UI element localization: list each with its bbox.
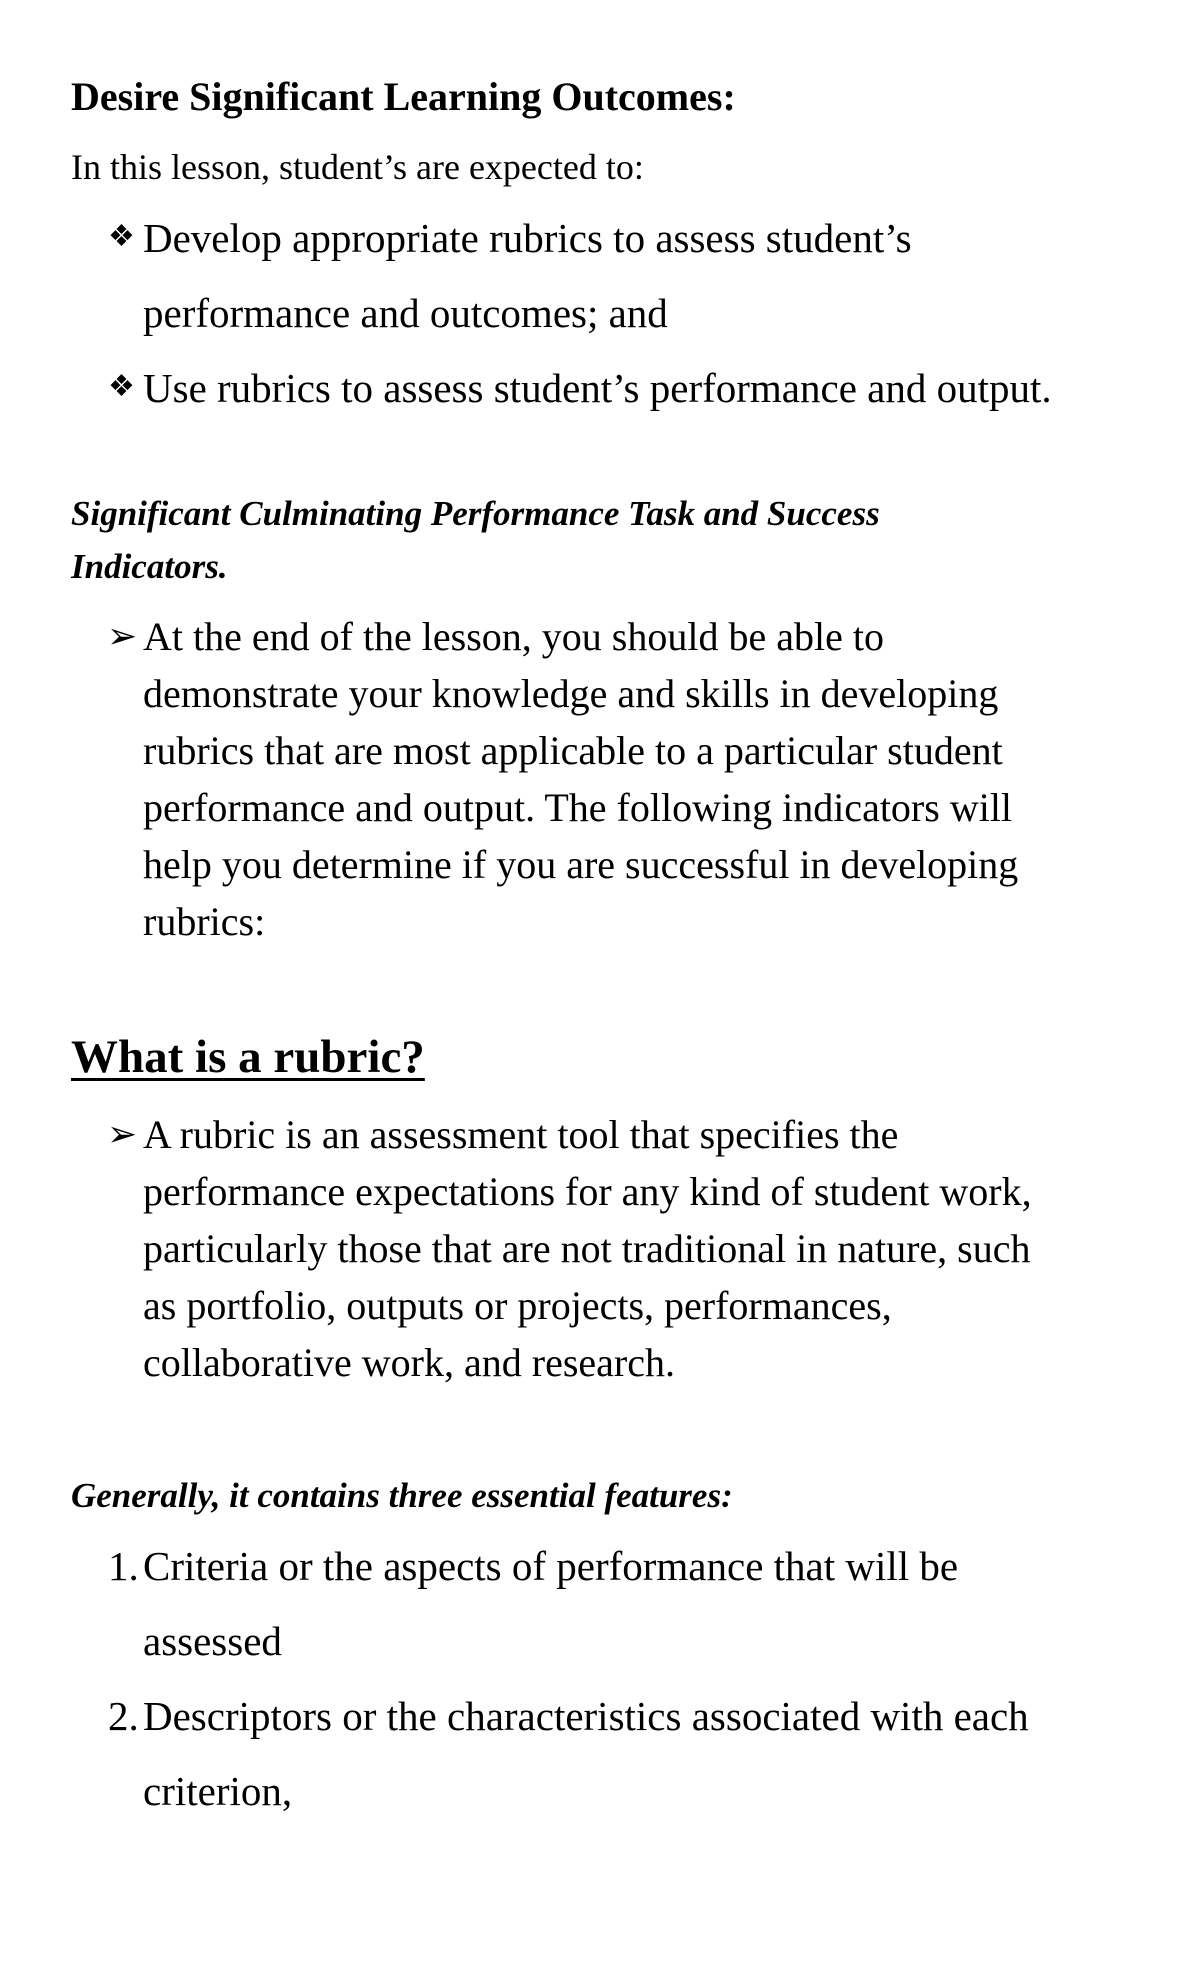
task-line-6: rubrics: — [143, 899, 266, 944]
rubric-def-line-5: collaborative work, and research. — [143, 1340, 675, 1385]
section-heading-outcomes: Desire Significant Learning Outcomes: — [71, 74, 736, 119]
feature-1-line-2: assessed — [143, 1618, 282, 1664]
outcome-1-line-2: performance and outcomes; and — [143, 290, 668, 336]
task-line-4: performance and output. The following indicators will — [143, 785, 1013, 830]
rubric-def-line-3: particularly those that are not traditional in nature, such — [143, 1226, 1031, 1271]
diamond-4-icon: ❖ — [108, 370, 135, 403]
outcome-2-line-1: Use rubrics to assess student’s performance and output. — [143, 365, 1052, 411]
task-line-1: At the end of the lesson, you should be able to — [143, 614, 884, 659]
task-heading-line-2: Indicators. — [71, 547, 228, 586]
feature-2-line-2: criterion, — [143, 1768, 293, 1814]
feature-1-line-1: Criteria or the aspects of performance that will be — [143, 1543, 959, 1589]
rubric-def-line-1: A rubric is an assessment tool that specifies the — [143, 1112, 899, 1157]
feature-2-line-1: Descriptors or the characteristics associated with each — [143, 1693, 1029, 1739]
feature-1-number: 1. — [108, 1543, 139, 1589]
diamond-4-icon: ❖ — [108, 220, 135, 253]
task-heading-line-1: Significant Culminating Performance Task and Success — [71, 494, 880, 533]
rubric-def-line-4: as portfolio, outputs or projects, performances, — [143, 1283, 892, 1328]
arrow-bullet-icon: ➢ — [107, 616, 138, 656]
task-line-2: demonstrate your knowledge and skills in developing — [143, 671, 999, 716]
task-line-5: help you determine if you are successful in developing — [143, 842, 1019, 887]
rubric-def-line-2: performance expectations for any kind of student work, — [143, 1169, 1032, 1214]
task-line-3: rubrics that are most applicable to a particular student — [143, 728, 1003, 773]
rubric-heading: What is a rubric? — [71, 1031, 425, 1083]
features-heading: Generally, it contains three essential features: — [71, 1476, 733, 1515]
outcome-1-line-1: Develop appropriate rubrics to assess student’s — [143, 215, 912, 261]
arrow-bullet-icon: ➢ — [107, 1114, 138, 1154]
intro-text: In this lesson, student’s are expected to: — [71, 147, 644, 187]
feature-2-number: 2. — [108, 1693, 139, 1739]
